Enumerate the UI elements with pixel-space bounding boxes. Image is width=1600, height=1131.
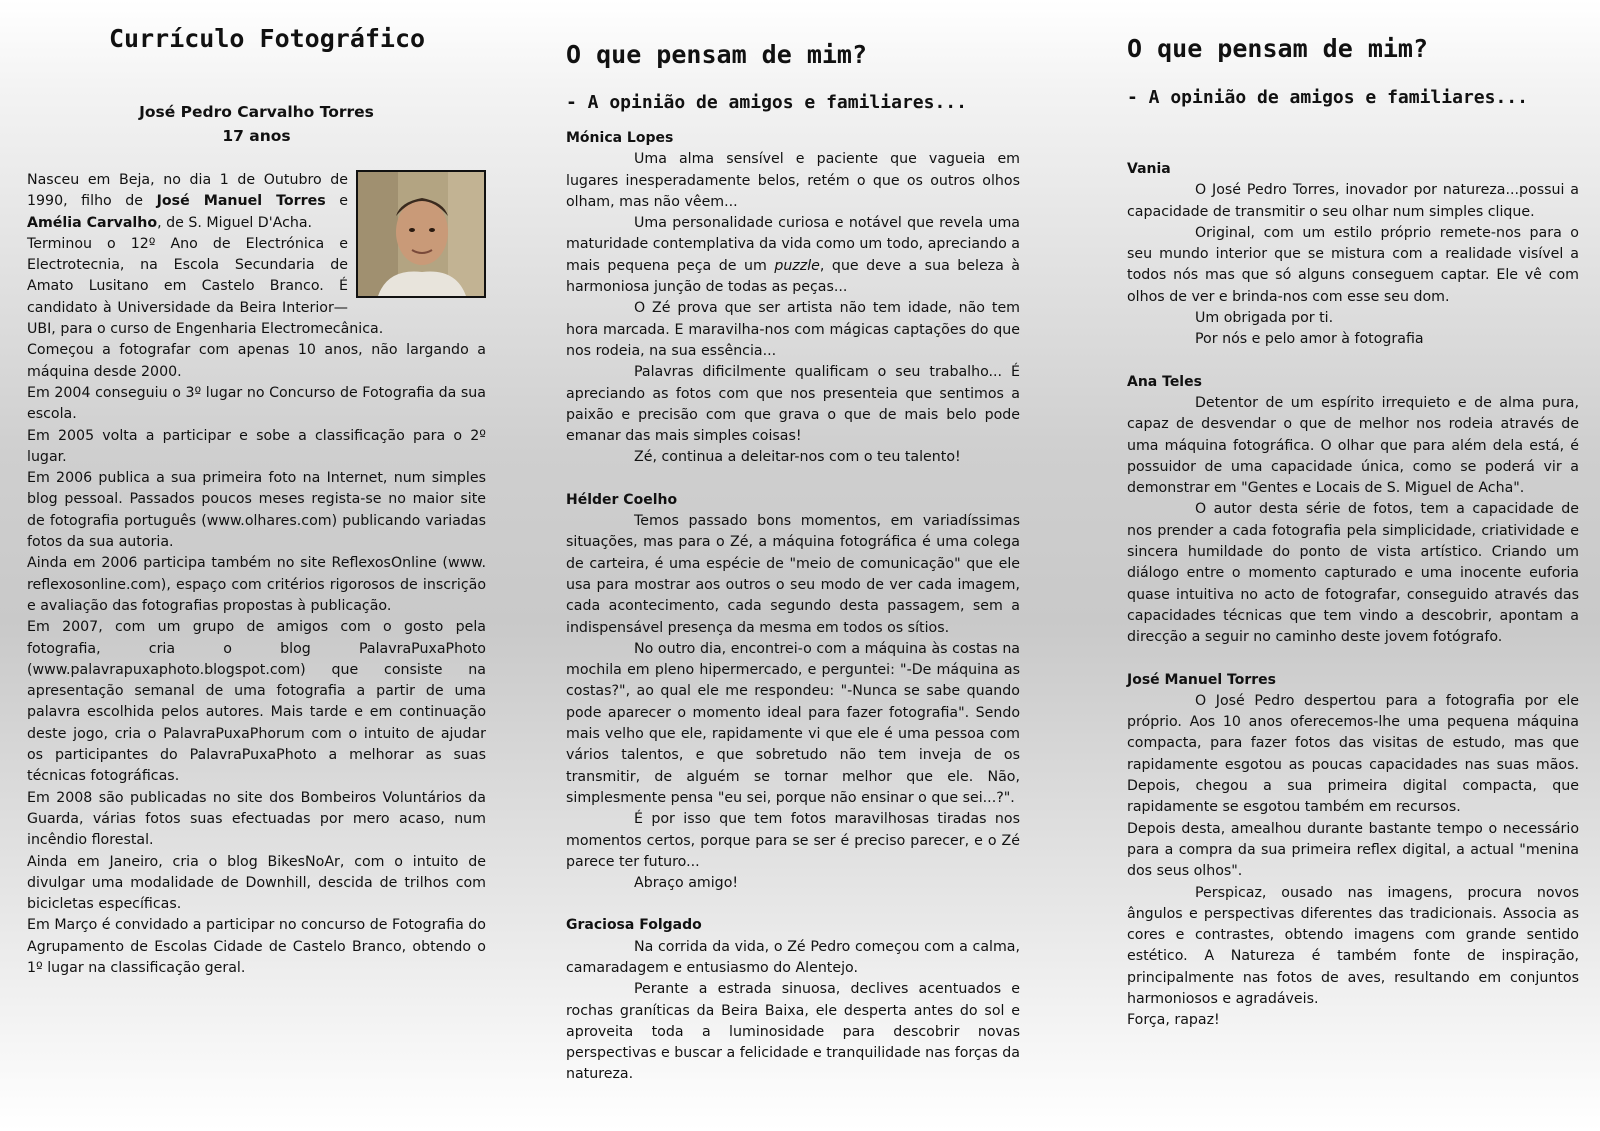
portrait-icon [358,172,484,296]
opinion-paragraph: Temos passado bons momentos, em variadíssimas situações, mas para o Zé, a máquina fotográfica é uma colega de carteira, é uma espécie de "meio de comunicação" que ele usa para mostrar aos outros o seu modo de ver cada imagem, cada acontecimento, cada segundo desta passagem, sem a indispensável presença da mesma em todos os sítios. [566,513,1020,636]
author-name: Graciosa Folgado [566,917,702,934]
opinion-paragraph: Depois desta, amealhou durante bastante tempo o necessário para a compra da sua primeira reflex digital, a actual "menina dos seus olhos". [1127,820,1579,880]
opinions-title: O que pensam de mim? [566,40,868,69]
opinion-paragraph: Perspicaz, ousado nas imagens, procura novos ângulos e perspectivas diferentes das tradicionais. Associa as cores e contrastes, obtendo imagens com grande sentido estético. A Natureza é também fonte de inspiração, principalmente nas fotos de aves, resultando em conjuntos harmoniosos e agradáveis. [1127,884,1579,1007]
opinion-paragraph: Por nós e pelo amor à fotografia [1195,331,1424,348]
bio-paragraph: Em 2004 conseguiu o 3º lugar no Concurso de Fotografia da sua escola. [27,384,486,423]
portrait-photo [356,170,486,298]
person-age: 17 anos [222,127,291,145]
bio-paragraph: Terminou o 12º Ano de Electrónica e Electrotecnia, na Escola Secundaria de Amato Lusitano em Castelo Branco. É candidato à Universidade da Beira Interior—UBI, para o curso de Engenharia Electromecânica. [27,235,384,338]
bio-paragraph: Em 2007, com um grupo de amigos com o gosto pela fotografia, cria o blog PalavraPuxaPhoto (www.palavrapuxaphoto.blogspot.com) que consiste na apresentação semanal de uma fotografia a partir de uma palavra escolhida pelos autores. Mais tarde e em continuação deste jogo, cria o PalavraPuxaPhorum com o intuito de ajudar os participantes do PalavraPuxaPhoto a melhorar as suas técnicas fotográficas. [27,619,486,785]
bio-paragraph: Em Março é convidado a participar no concurso de Fotografia do Agrupamento de Escolas Cidade de Castelo Branco, obtendo o 1º lugar na classificação geral. [27,917,486,976]
opinion-paragraph: Palavras dificilmente qualificam o seu trabalho... É apreciando as fotos com que nos presenteia que sentimos a paixão e precisão com que grava o que de mais belo pode emanar das mais simples coisas! [566,364,1020,445]
opinion-paragraph: Na corrida da vida, o Zé Pedro começou com a calma, camaradagem e entusiasmo do Alentejo. [566,938,1020,976]
author-name: Vania [1127,161,1171,177]
opinions-title: O que pensam de mim? [1127,34,1429,63]
opinion-paragraph: Abraço amigo! [634,875,739,892]
bio-intro: Nasceu em Beja, no dia 1 de Outubro de 1990, filho de José Manuel Torres e Amélia Carvalho, de S. Miguel D'Acha. [27,172,349,231]
opinions-body [1127,159,1579,1032]
opinion-paragraph: Um obrigada por ti. [1195,310,1334,327]
opinion-paragraph: Perante a estrada sinuosa, declives acentuados e rochas graníticas da Beira Baixa, ele desperta antes do sol e aproveita toda a luminosidade para descobrir novas perspectivas e buscar a felicidade e tranquilidade nas forças da natureza. [566,981,1020,1083]
opinion-paragraph: O José Pedro despertou para a fotografia por ele próprio. Aos 10 anos oferecemos-lhe uma pequena máquina compacta, para fazer fotos das visitas de estudo, mas que rapidamente esgotou as poucas capacidades nas suas mãos. Depois, chegou a sua primeira digital compacta, que rapidamente se esgotou também em recursos. [1127,692,1579,816]
opinion-paragraph: O Zé prova que ser artista não tem idade, não tem hora marcada. E maravilha-nos com mágicas captações do que nos rodeia, na sua essência... [566,300,1020,359]
person-name: José Pedro Carvalho Torres [139,103,374,121]
bio-paragraph: Em 2008 são publicadas no site dos Bombeiros Voluntários da Guarda, várias fotos suas efectuadas por mero acaso, num incêndio florestal. [27,789,486,849]
bio-paragraph: Em 2006 publica a sua primeira foto na Internet, num simples blog pessoal. Passados poucos meses regista-se no maior site de fotografia português (www.olhares.com) publicando variadas fotos da sua autoria. [27,470,486,551]
opinion-paragraph: O José Pedro Torres, inovador por natureza...possui a capacidade de transmitir o seu olhar num simples clique. [1127,182,1579,220]
bio-paragraph: Ainda em 2006 participa também no site ReflexosOnline (www. reflexosonline.com), espaço com critérios rigorosos de inscrição e avaliação das fotografias propostas à publicação. [27,555,486,614]
opinion-paragraph: No outro dia, encontrei-o com a máquina às costas na mochila em pleno hipermercado, e perguntei: "-De máquina as costas?", ao qual ele me respondeu: "-Nunca se sabe quando pode aparecer o momento ideal para fazer fotografia". Sendo mais velho que ele, rapidamente vi que ele é uma pessoa com vários talentos, e que sobretudo não tem inveja de os transmitir, de alguém se tornar melhor que ele. Não, simplesmente pensa "eu sei, porque não ensinar o que sei...?". [566,640,1020,806]
opinion-paragraph: Original, com um estilo próprio remete-nos para o seu mundo interior que se mistura com a realidade visível a todos nós mas que só alguns conseguem captar. Ele vê com olhos de ver e brinda-nos com esse seu dom. [1127,224,1579,305]
opinion-paragraph: Uma personalidade curiosa e notável que revela uma maturidade contemplativa da vida como um todo, apreciando a mais pequena peça de um puzzle, que deve a sua beleza à harmoniosa junção de todas as peças... [566,215,1021,296]
opinion-paragraph: Zé, continua a deleitar-nos com o teu talento! [634,449,961,466]
opinion-paragraph: Força, rapaz! [1127,1012,1220,1029]
bio-paragraph: Ainda em Janeiro, cria o blog BikesNoAr, com o intuito de divulgar uma modalidade de Downhill, descida de trilhos com bicicletas específicas. [27,853,486,913]
bio-paragraph: Em 2005 volta a participar e sobe a classificação para o 2º lugar. [27,427,486,465]
curriculum-body [27,170,486,979]
opinions-body [566,128,1020,1086]
opinions-subtitle: - A opinião de amigos e familiares... [1127,87,1528,108]
author-name: Mónica Lopes [566,130,674,146]
opinions-subtitle: - A opinião de amigos e familiares... [566,92,967,113]
curriculum-title: Currículo Fotográfico [109,24,426,53]
opinion-paragraph: O autor desta série de fotos, tem a capacidade de nos prender a cada fotografia pela simplicidade, criatividade e sincera humildade do ponto de vista artístico. Criando um diálogo entre o momento capturado e uma inocente euforia quase intuitiva no acto de fotografar, conseguido através das capacidades técnicas que tem vindo a descobrir, apontam a direcção a seguir no caminho deste jovem fotógrafo. [1127,501,1579,646]
author-name: Ana Teles [1127,373,1202,390]
bio-paragraph: Começou a fotografar com apenas 10 anos, não largando a máquina desde 2000. [27,342,486,380]
opinion-paragraph: É por isso que tem fotos maravilhosas tiradas nos momentos certos, porque para se ser é preciso parecer, e o Zé parece ter futuro... [566,811,1020,870]
opinion-paragraph: Detentor de um espírito irrequieto e de alma pura, capaz de desvendar o que de melhor nos rodeia através de uma máquina fotográfica. O olhar que para além dela está, é possuidor de uma capacidade única, como se poderá vir a demonstrar em "Gentes e Locais de S. Miguel de Acha". [1127,394,1579,497]
author-name: Hélder Coelho [566,491,678,508]
author-name: José Manuel Torres [1127,671,1276,688]
opinion-paragraph: Uma alma sensível e paciente que vagueia em lugares inesperadamente belos, retém o que os outros olhos olham, mas não vêem... [566,151,1020,210]
